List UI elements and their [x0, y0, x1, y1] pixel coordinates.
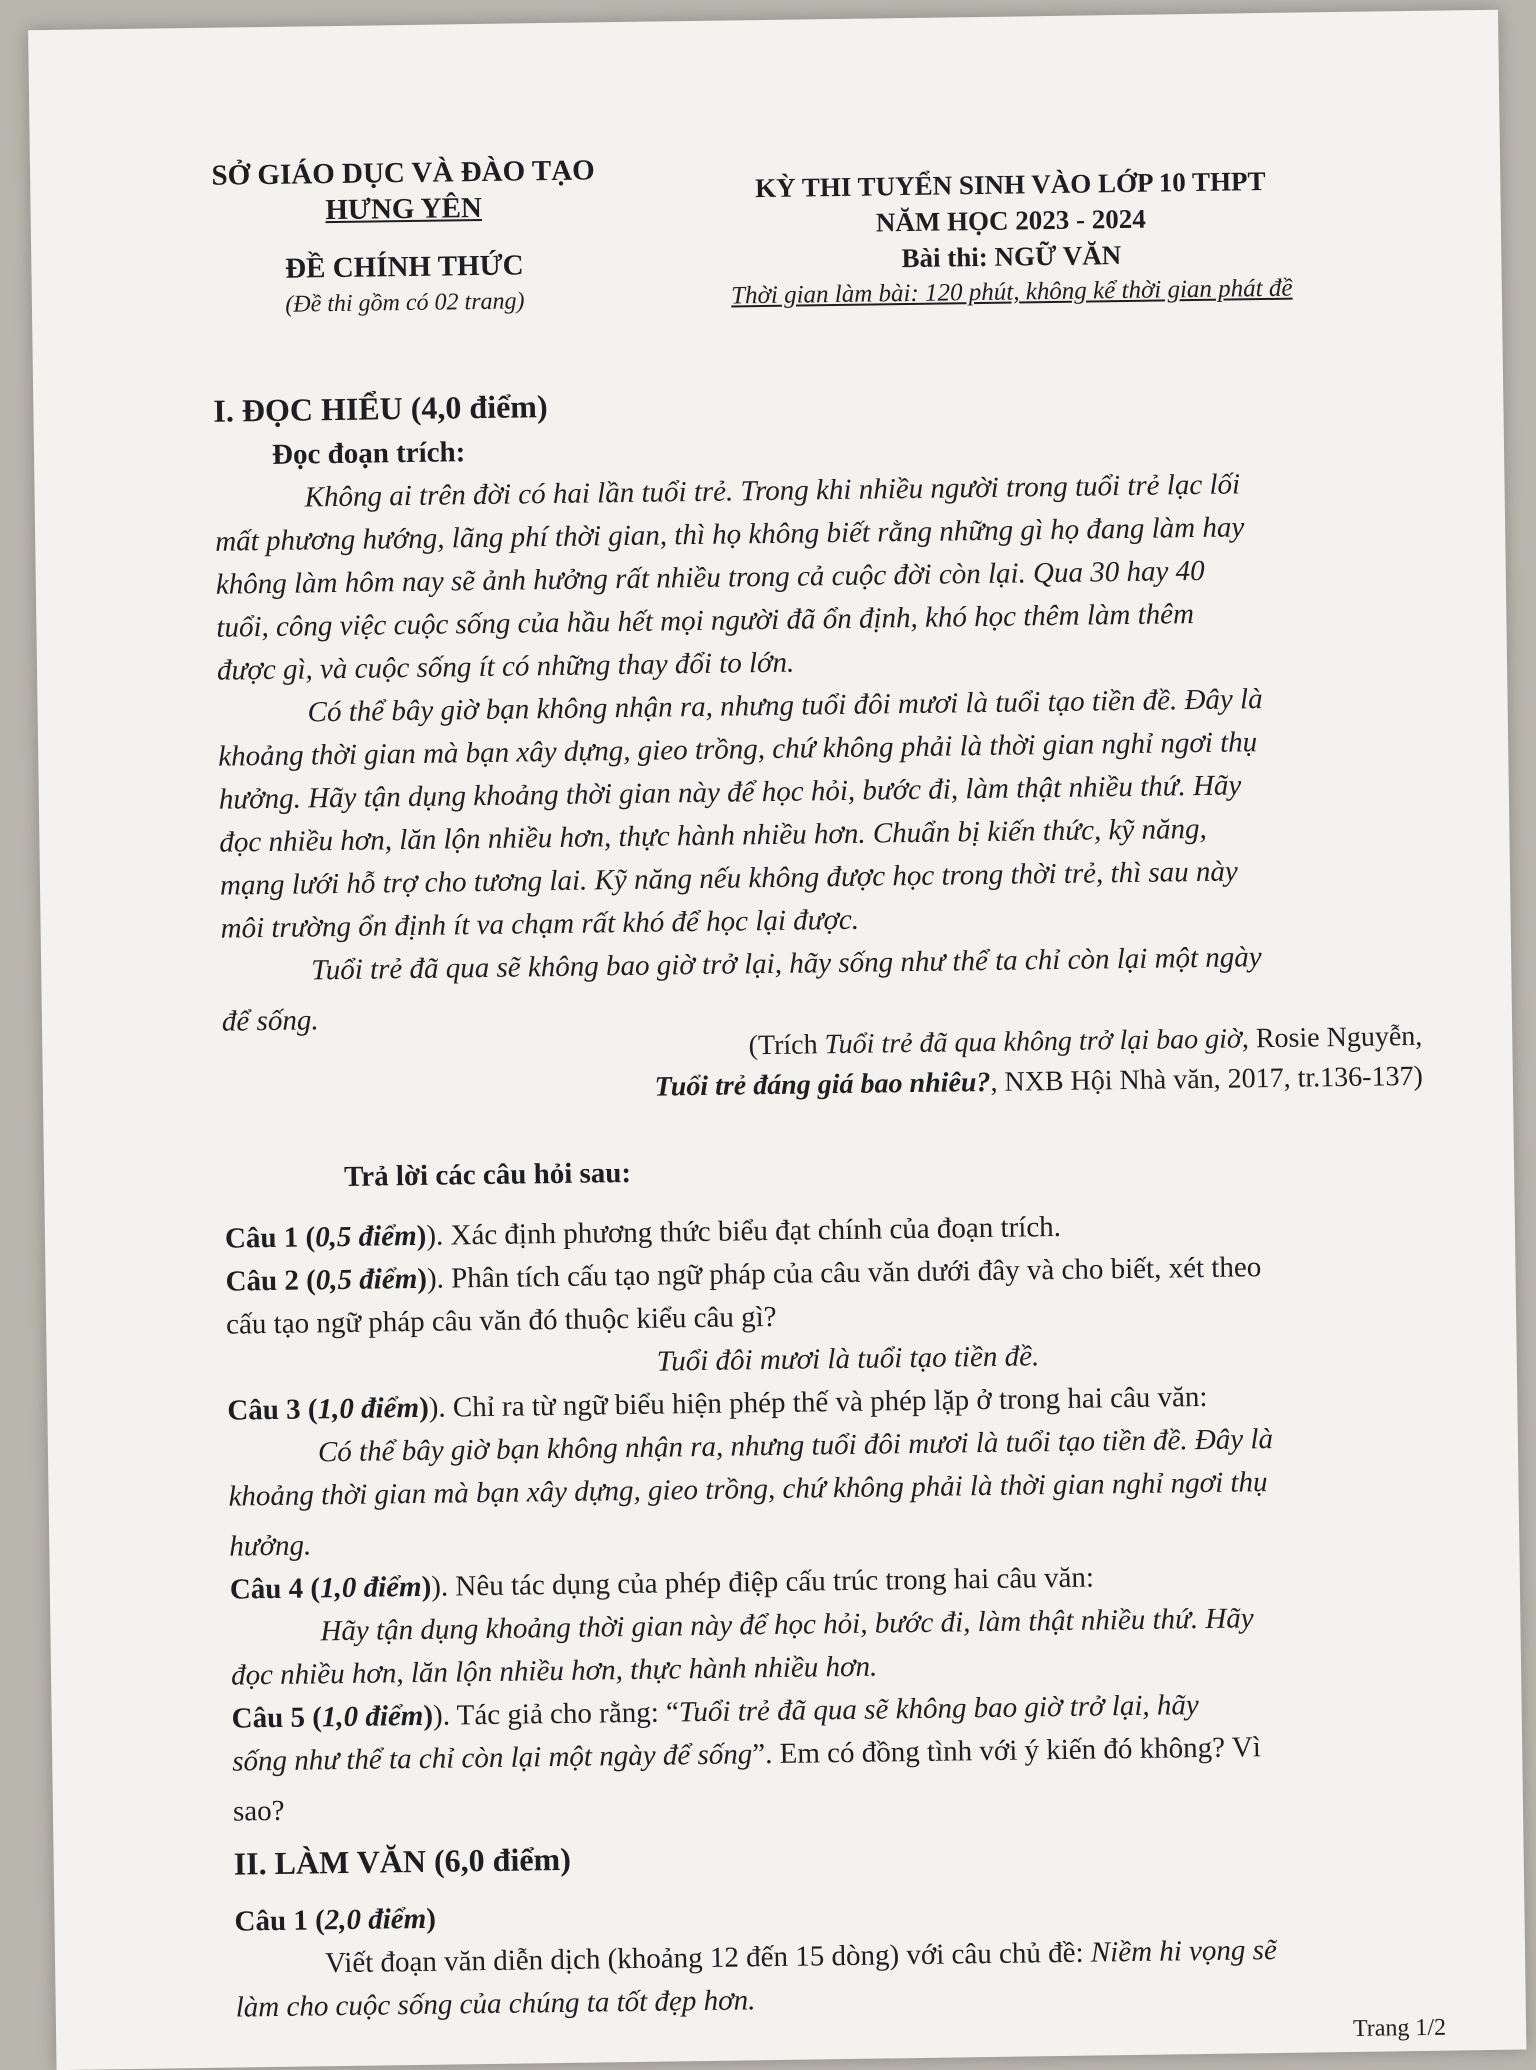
question-4-quote: Hãy tận dụng khoảng thời gian này để học hỏi, bước đi, làm thật nhiều thứ. Hãy — [320, 1602, 1254, 1648]
exam-title: KỲ THI TUYỂN SINH VÀO LỚP 10 THPT — [754, 166, 1266, 204]
header-left — [178, 152, 630, 324]
question-5-end: sao? — [232, 1794, 285, 1828]
section1-title: I. ĐỌC HIỂU (4,0 điểm) — [213, 388, 548, 429]
question-5: Câu 5 (1,0 điểm)). Tác giả cho rằng: “Tuổi trẻ đã qua sẽ không bao giờ trở lại, hãy — [231, 1689, 1199, 1735]
passage-line: hưởng. Hãy tận dụng khoảng thời gian này để học hỏi, bước đi, làm thật nhiều thứ. Hãy — [218, 769, 1242, 816]
department-line2: HƯNG YÊN — [325, 191, 483, 227]
source-excerpt-title: Tuổi trẻ đã qua không trở lại bao giờ — [824, 1023, 1243, 1061]
passage-line: Tuổi trẻ đã qua sẽ không bao giờ trở lại, hãy sống như thể ta chỉ còn lại một ngày — [311, 941, 1262, 987]
essay-question-1: Câu 1 (2,0 điểm) — [234, 1902, 437, 1938]
question-3: Câu 3 (1,0 điểm)). Chỉ ra từ ngữ biểu hiện phép thế và phép lặp ở trong hai câu văn: — [227, 1380, 1208, 1427]
passage-line: mất phương hướng, lãng phí thời gian, thì họ không biết rằng những gì họ đang làm hay — [215, 511, 1245, 558]
passage-line: tuổi, công việc cuộc sống của hầu hết mọi người đã ổn định, khó học thêm làm thêm — [216, 598, 1195, 644]
question-2: Câu 2 (0,5 điểm)). Phân tích cấu tạo ngữ pháp của câu văn dưới đây và cho biết, xét theo — [225, 1251, 1262, 1298]
source-book-title: Tuổi trẻ đáng giá bao nhiêu? — [654, 1066, 991, 1103]
passage-line: môi trường ổn định ít va chạm rất khó để học lại được. — [220, 903, 860, 945]
department-line1: SỞ GIÁO DỤC VÀ ĐÀO TẠO — [211, 154, 595, 192]
question-4: Câu 4 (1,0 điểm)). Nêu tác dụng của phép điệp cấu trúc trong hai câu văn: — [229, 1561, 1095, 1606]
passage-line: đọc nhiều hơn, lăn lộn nhiều hơn, thực hành nhiều hơn. Chuẩn bị kiến thức, kỹ năng, — [219, 812, 1207, 859]
question-2-cont: cấu tạo ngữ pháp câu văn đó thuộc kiểu câu gì? — [225, 1300, 777, 1341]
answer-prompt: Trả lời các câu hỏi sau: — [343, 1156, 632, 1193]
essay-question-1-topic: làm cho cuộc sống của chúng ta tốt đẹp hơn. — [235, 1984, 756, 2024]
school-year: NĂM HỌC 2023 - 2024 — [875, 203, 1147, 238]
read-label: Đọc đoạn trích: — [271, 436, 466, 471]
subject: Bài thi: NGỮ VĂN — [901, 240, 1122, 274]
passage-line: để sống. — [221, 1004, 319, 1038]
passage-line: Có thể bây giờ bạn không nhận ra, nhưng tuổi đôi mươi là tuổi tạo tiền đề. Đây là — [307, 683, 1263, 729]
section2-title: II. LÀM VĂN (6,0 điểm) — [233, 1840, 572, 1882]
official-label: ĐỀ CHÍNH THỨC — [284, 249, 524, 285]
source-citation-line1: (Trích Tuổi trẻ đã qua không trở lại bao giờ, Rosie Nguyễn, — [748, 1020, 1423, 1062]
exam-page — [28, 10, 1526, 2070]
exam-time: Thời gian làm bài: 120 phút, không kể thời gian phát đề — [730, 274, 1293, 310]
question-3-quote: hưởng. — [229, 1529, 312, 1563]
passage-line: không làm hôm nay sẽ ảnh hưởng rất nhiều trong cả cuộc đời còn lại. Qua 30 hay 40 — [215, 554, 1205, 601]
passage-line: Không ai trên đời có hai lần tuổi trẻ. Trong khi nhiều người trong tuổi trẻ lạc lối — [304, 468, 1241, 514]
question-3-quote: Có thể bây giờ bạn không nhận ra, nhưng tuổi đôi mươi là tuổi tạo tiền đề. Đây là — [317, 1423, 1274, 1469]
question-2-quote: Tuổi đôi mươi là tuổi tạo tiền đề. — [656, 1340, 1040, 1378]
pages-note: (Đề thi gồm có 02 trang) — [285, 288, 525, 318]
question-3-quote: khoảng thời gian mà bạn xây dựng, gieo trồng, chứ không phải là thời gian nghỉ ngơi thụ — [228, 1466, 1268, 1513]
essay-question-1-text: Viết đoạn văn diễn dịch (khoảng 12 đến 15 dòng) với câu chủ đề: Niềm hi vọng sẽ — [324, 1934, 1278, 1980]
question-5-cont: sống như thể ta chỉ còn lại một ngày để sống”. Em có đồng tình với ý kiến đó không? Vì — [232, 1731, 1261, 1778]
source-citation-line2: Tuổi trẻ đáng giá bao nhiêu?, NXB Hội Nhà văn, 2017, tr.136-137) — [654, 1060, 1424, 1103]
passage-line: được gì, và cuộc sống ít có những thay đổi to lớn. — [216, 646, 795, 687]
question-1: Câu 1 (0,5 điểm)). Xác định phương thức biểu đạt chính của đoạn trích. — [224, 1210, 1062, 1255]
passage-line: khoảng thời gian mà bạn xây dựng, gieo trồng, chứ không phải là thời gian nghỉ ngơi thụ — [218, 726, 1258, 773]
page-number: Trang 1/2 — [1352, 2014, 1447, 2042]
passage-line: mạng lưới hỗ trợ cho tương lai. Kỹ năng nếu không được học trong thời trẻ, thì sau này — [219, 855, 1239, 902]
header-right — [690, 162, 1332, 315]
question-4-quote: đọc nhiều hơn, lăn lộn nhiều hơn, thực hành nhiều hơn. — [230, 1650, 878, 1692]
